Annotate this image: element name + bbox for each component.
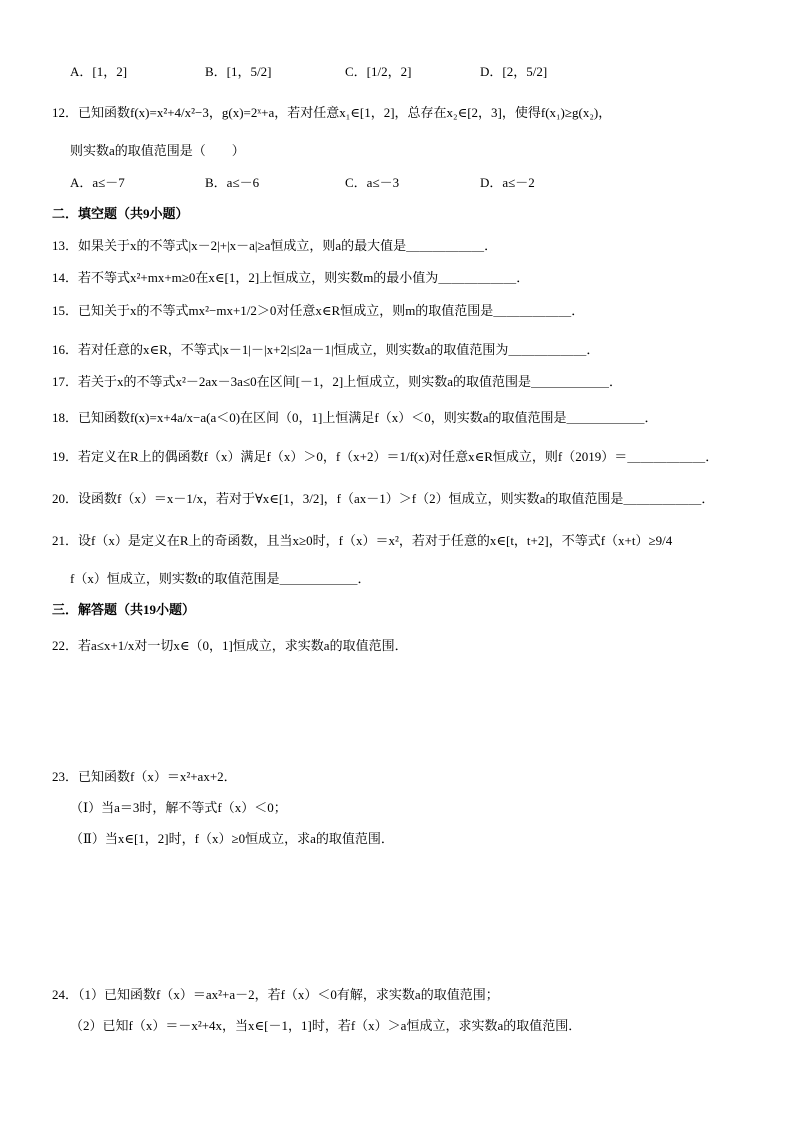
- q12-option-b: B．a≤－6: [205, 175, 260, 190]
- question-24-part2: （2）已知f（x）＝－x²+4x，当x∈[－1，1]时，若f（x）＞a恒成立，求实数a的取值范围．: [70, 1018, 582, 1033]
- question-23-part2: （Ⅱ）当x∈[1，2]时，f（x）≥0恒成立，求a的取值范围．: [70, 831, 394, 846]
- question-13: 13．如果关于x的不等式|x－2|+|x－a|≥a恒成立，则a的最大值是＿＿＿＿＿＿．: [52, 238, 498, 253]
- q11-option-b: B．[1，5/2]: [205, 64, 272, 79]
- q12-option-d: D．a≤－2: [480, 175, 535, 190]
- question-21-line1: 21．设f（x）是定义在R上的奇函数，且当x≥0时，f（x）＝x²，若对于任意的x∈[t，t+2]，不等式f（x+t）≥9/4: [52, 533, 673, 548]
- q12-line2: 则实数a的取值范围是（ ）: [70, 143, 245, 158]
- section-heading-fill-in: 二．填空题（共9小题）: [52, 206, 189, 221]
- q11-option-c: C．[1/2，2]: [345, 64, 412, 79]
- q12-line1: 12．已知函数f(x)=x²+4/x²−3，g(x)=2ˣ+a，若对任意x₁∈[1，2]，总存在x₂∈[2，3]，使得f(x₁)≥g(x₂)，: [52, 105, 612, 120]
- q12-option-c: C．a≤－3: [345, 175, 400, 190]
- question-20: 20．设函数f（x）＝x－1/x，若对于∀x∈[1，3/2]，f（ax－1）＞f（2）恒成立，则实数a的取值范围是＿＿＿＿＿＿．: [52, 491, 715, 506]
- question-22: 22．若a≤x+1/x对一切x∈（0，1]恒成立，求实数a的取值范围．: [52, 638, 408, 653]
- q12-option-a: A．a≤－7: [70, 175, 125, 190]
- question-17: 17．若关于x的不等式x²－2ax－3a≤0在区间[－1，2]上恒成立，则实数a的取值范围是＿＿＿＿＿＿．: [52, 374, 623, 389]
- question-24-part1: 24．（1）已知函数f（x）＝ax²+a－2，若f（x）＜0有解，求实数a的取值范围；: [52, 987, 499, 1002]
- question-19: 19．若定义在R上的偶函数f（x）满足f（x）＞0，f（x+2）＝1/f(x)对任意x∈R恒成立，则f（2019）＝＿＿＿＿＿＿．: [52, 449, 719, 464]
- question-18: 18．已知函数f(x)=x+4a/x−a(a＜0)在区间（0，1]上恒满足f（x）＜0，则实数a的取值范围是＿＿＿＿＿＿．: [52, 410, 658, 425]
- question-14: 14．若不等式x²+mx+m≥0在x∈[1，2]上恒成立，则实数m的最小值为＿＿＿＿＿＿．: [52, 270, 530, 285]
- question-16: 16．若对任意的x∈R，不等式|x－1|－|x+2|≤|2a－1|恒成立，则实数a的取值范围为＿＿＿＿＿＿．: [52, 342, 600, 357]
- question-23-stem: 23．已知函数f（x）＝x²+ax+2．: [52, 769, 237, 784]
- q11-option-a: A．[1，2]: [70, 64, 128, 79]
- question-23-part1: （Ⅰ）当a＝3时，解不等式f（x）＜0；: [70, 800, 287, 815]
- q11-option-d: D．[2，5/2]: [480, 64, 548, 79]
- section-heading-solutions: 三．解答题（共19小题）: [52, 602, 196, 617]
- question-21-line2: f（x）恒成立，则实数t的取值范围是＿＿＿＿＿＿．: [70, 571, 371, 586]
- question-15: 15．已知关于x的不等式mx²−mx+1/2＞0对任意x∈R恒成立，则m的取值范围是＿＿＿＿＿＿．: [52, 303, 585, 318]
